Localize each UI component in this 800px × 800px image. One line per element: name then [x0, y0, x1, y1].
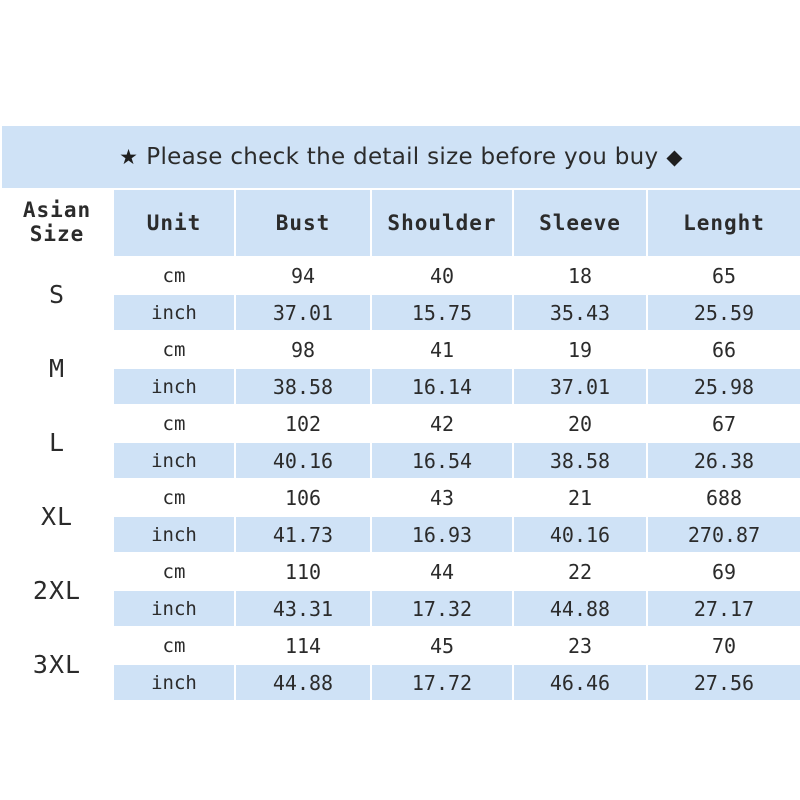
sleeve-value: 37.01 [513, 368, 647, 405]
column-header-asian-size [1, 189, 113, 257]
unit-label: cm [113, 257, 235, 294]
size-label: L [1, 405, 113, 479]
unit-label: cm [113, 331, 235, 368]
banner-row [1, 125, 800, 189]
table-row [1, 479, 800, 516]
length-value: 67 [647, 405, 800, 442]
bust-value: 40.16 [235, 442, 371, 479]
shoulder-value: 16.14 [371, 368, 513, 405]
shoulder-value: 16.93 [371, 516, 513, 553]
sleeve-value: 18 [513, 257, 647, 294]
unit-label: cm [113, 553, 235, 590]
table-row [1, 553, 800, 590]
bust-value: 110 [235, 553, 371, 590]
sleeve-value: 21 [513, 479, 647, 516]
bust-value: 44.88 [235, 664, 371, 701]
unit-label: inch [113, 516, 235, 553]
column-header-length: Lenght [647, 189, 800, 257]
shoulder-value: 17.72 [371, 664, 513, 701]
column-header-sleeve: Sleeve [513, 189, 647, 257]
sleeve-value: 46.46 [513, 664, 647, 701]
sleeve-value: 22 [513, 553, 647, 590]
sleeve-value: 44.88 [513, 590, 647, 627]
shoulder-value: 15.75 [371, 294, 513, 331]
table-header-row [1, 189, 800, 257]
asian-size-line2: Size [29, 222, 85, 246]
length-value: 70 [647, 627, 800, 664]
table-row [1, 331, 800, 368]
size-label: 3XL [1, 627, 113, 701]
bust-value: 38.58 [235, 368, 371, 405]
column-header-shoulder: Shoulder [371, 189, 513, 257]
length-value: 25.59 [647, 294, 800, 331]
size-label: S [1, 257, 113, 331]
shoulder-value: 44 [371, 553, 513, 590]
table-row [1, 294, 800, 331]
size-label: M [1, 331, 113, 405]
length-value: 66 [647, 331, 800, 368]
size-chart-table [0, 124, 800, 702]
length-value: 270.87 [647, 516, 800, 553]
sleeve-value: 38.58 [513, 442, 647, 479]
unit-label: inch [113, 294, 235, 331]
table-row [1, 257, 800, 294]
star-icon: ★ [119, 144, 139, 169]
sleeve-value: 19 [513, 331, 647, 368]
sleeve-value: 40.16 [513, 516, 647, 553]
banner-text: Please check the detail size before you buy [146, 144, 659, 170]
table-row [1, 590, 800, 627]
unit-label: inch [113, 590, 235, 627]
bust-value: 106 [235, 479, 371, 516]
shoulder-value: 17.32 [371, 590, 513, 627]
unit-label: inch [113, 664, 235, 701]
bust-value: 37.01 [235, 294, 371, 331]
length-value: 27.17 [647, 590, 800, 627]
shoulder-value: 41 [371, 331, 513, 368]
diamond-icon: ◆ [666, 144, 683, 169]
shoulder-value: 42 [371, 405, 513, 442]
table-row [1, 368, 800, 405]
banner-cell [1, 125, 800, 189]
column-header-bust: Bust [235, 189, 371, 257]
length-value: 27.56 [647, 664, 800, 701]
sleeve-value: 23 [513, 627, 647, 664]
table-row [1, 405, 800, 442]
unit-label: cm [113, 405, 235, 442]
table-row [1, 442, 800, 479]
column-header-unit: Unit [113, 189, 235, 257]
unit-label: inch [113, 442, 235, 479]
unit-label: cm [113, 627, 235, 664]
bust-value: 102 [235, 405, 371, 442]
unit-label: cm [113, 479, 235, 516]
length-value: 69 [647, 553, 800, 590]
length-value: 65 [647, 257, 800, 294]
unit-label: inch [113, 368, 235, 405]
length-value: 25.98 [647, 368, 800, 405]
bust-value: 43.31 [235, 590, 371, 627]
sleeve-value: 35.43 [513, 294, 647, 331]
bust-value: 98 [235, 331, 371, 368]
shoulder-value: 40 [371, 257, 513, 294]
size-label: XL [1, 479, 113, 553]
table-row [1, 664, 800, 701]
length-value: 26.38 [647, 442, 800, 479]
shoulder-value: 16.54 [371, 442, 513, 479]
bust-value: 114 [235, 627, 371, 664]
bust-value: 41.73 [235, 516, 371, 553]
shoulder-value: 43 [371, 479, 513, 516]
size-label: 2XL [1, 553, 113, 627]
asian-size-line1: Asian [22, 198, 92, 223]
bust-value: 94 [235, 257, 371, 294]
table-row [1, 627, 800, 664]
shoulder-value: 45 [371, 627, 513, 664]
sleeve-value: 20 [513, 405, 647, 442]
table-row [1, 516, 800, 553]
length-value: 688 [647, 479, 800, 516]
